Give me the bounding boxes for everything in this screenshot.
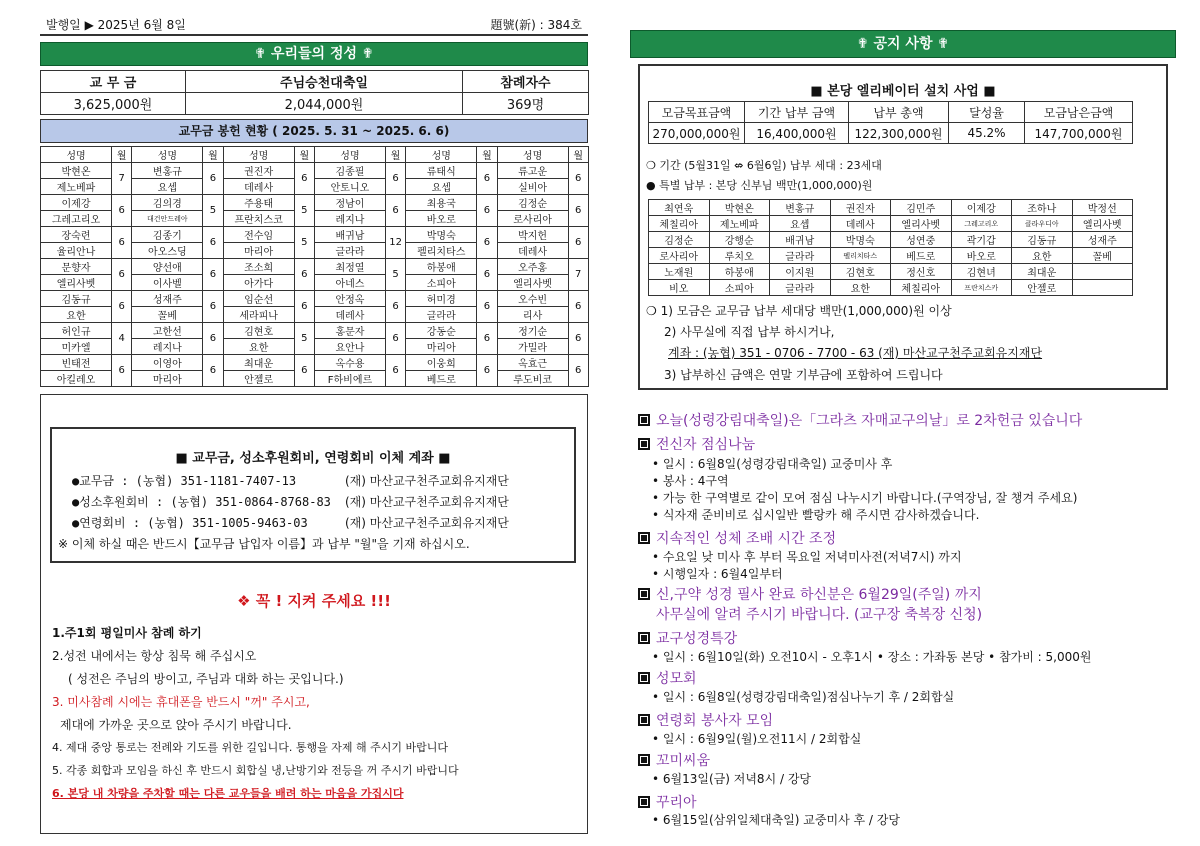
grid-col-header: 월 [385,147,405,163]
offering-title: ✟ 우리들의 정성 ✟ [40,42,588,66]
summary-header: 교 무 금 [41,71,186,93]
fund-header: 모금목표금액 [649,102,745,123]
square-bullet-icon [638,438,650,450]
elevator-donor-cell: 강행순 [709,232,770,248]
donor-name: 고한선 [132,323,203,339]
donor-baptismal-name: 요한 [41,307,112,323]
notice-item: • 6월13일(금) 저녁8시 / 강당 [652,772,812,786]
donor-name: 옥수용 [314,355,385,371]
donor-months: 7 [112,163,132,195]
donor-months: 6 [477,259,497,291]
elevator-donor-cell: 곽기갑 [951,232,1012,248]
rule-item: 3. 미사참례 시에는 휴대폰을 반드시 "꺼" 주시고, [52,695,310,709]
square-bullet-icon [638,588,650,600]
elevator-donor-cell: 그레고리오 [951,216,1012,232]
account-title: ■ 교무금, 성소후원회비, 연령회비 이체 계좌 ■ [175,451,451,466]
elevator-donor-grid [648,199,1133,296]
account-line: ●교무금 : (농협) 351-1181-7407-13 [72,474,297,488]
grid-col-header: 월 [294,147,314,163]
donor-months: 6 [203,227,223,259]
elevator-donor-cell: 베드로 [891,248,952,264]
donor-baptismal-name: 엘리사벳 [41,275,112,291]
donor-months: 6 [385,195,405,227]
offering-summary-table [40,70,589,115]
donor-name: 조소희 [223,259,294,275]
donor-months: 6 [477,291,497,323]
donor-baptismal-name: 레지나 [132,339,203,355]
donor-baptismal-name: 제노베파 [41,179,112,195]
donor-months: 6 [477,355,497,387]
notice-section-title: 전신자 점심나눔 [638,434,755,454]
account-owner: (재) 마산교구천주교회유지재단 [345,474,509,488]
donor-months: 6 [568,163,588,195]
elevator-donor-cell: 요셉 [770,216,831,232]
account-box [50,427,576,563]
donor-name: 빈태전 [41,355,112,371]
elevator-donor-cell: 변홍규 [770,200,831,216]
donor-baptismal-name: 꼴베 [132,307,203,323]
notice-section-title: 오늘(성령강림대축일)은「그라츠 자매교구의날」로 2차헌금 있습니다 [638,410,1082,430]
donor-baptismal-name: 아킬레오 [41,371,112,387]
donor-name: 김동규 [41,291,112,307]
donor-baptismal-name: 글라라 [406,307,477,323]
donor-name: 김종필 [314,163,385,179]
fund-value: 122,300,000원 [849,123,949,144]
elevator-donor-cell: 펠리치타스 [830,248,891,264]
donation-grid [40,146,589,387]
donor-name: 하봉애 [406,259,477,275]
square-bullet-icon [638,632,650,644]
elevator-donor-cell: 루치오 [709,248,770,264]
donor-name: 임순선 [223,291,294,307]
elevator-donor-cell: 박현온 [709,200,770,216]
donor-baptismal-name: 펠리치타스 [406,243,477,259]
donor-name: 최용국 [406,195,477,211]
donor-baptismal-name: 데레사 [497,243,568,259]
elevator-donor-cell: 권진자 [830,200,891,216]
elevator-donor-cell: 글라라 [770,248,831,264]
notice-section-title: 신,구약 성경 필사 완료 하신분은 6월29일(주일) 까지 [638,584,982,604]
donor-months: 12 [385,227,405,259]
elevator-donor-cell: 소피아 [709,280,770,296]
donor-baptismal-name: 아가다 [223,275,294,291]
elevator-note: ❍ 1) 모금은 교무금 납부 세대당 백만(1,000,000)원 이상 [646,304,952,318]
rule-item: 6. 본당 내 차량을 주차할 때는 다른 교우들을 배려 하는 마음을 가집시다 [52,787,404,800]
donor-months: 5 [294,227,314,259]
grid-col-header: 월 [203,147,223,163]
elevator-donor-cell: 요한 [1012,248,1073,264]
elevator-donor-cell: 엘리사벳 [1072,216,1133,232]
donor-name: 주용태 [223,195,294,211]
elevator-donor-cell: 글라라 [770,280,831,296]
elevator-donor-cell: 박정선 [1072,200,1133,216]
donor-baptismal-name: 루도비코 [497,371,568,387]
grid-col-header: 성명 [406,147,477,163]
square-bullet-icon [638,672,650,684]
summary-value: 369명 [463,93,589,115]
rule-item: 2.성전 내에서는 항상 침묵 해 주십시오 [52,649,257,663]
donor-months: 6 [477,323,497,355]
grid-col-header: 성명 [223,147,294,163]
notice-section-title: 연령회 봉사자 모임 [638,710,773,730]
elevator-donor-cell: 노재원 [649,264,710,280]
donor-months: 6 [385,323,405,355]
donor-baptismal-name: 프란치스코 [223,211,294,227]
fund-value: 16,400,000원 [745,123,849,144]
donor-baptismal-name: 요셉 [406,179,477,195]
notice-item: • 가능 한 구역별로 같이 모여 점심 나누시기 바랍니다.(구역장님, 잘 챙겨 주세요) [652,491,1078,505]
donor-baptismal-name: 이사벨 [132,275,203,291]
donor-months: 7 [568,259,588,291]
summary-header: 참례자수 [463,71,589,93]
elevator-donor-cell: 요한 [830,280,891,296]
donor-baptismal-name: 요셉 [132,179,203,195]
elevator-donor-cell: 박명숙 [830,232,891,248]
donor-baptismal-name: 로사리아 [497,211,568,227]
fund-value: 45.2% [949,123,1025,144]
rule-item: 제대에 가까운 곳으로 앉아 주시기 바랍니다. [60,718,292,732]
summary-value: 2,044,000원 [186,93,463,115]
donor-months: 6 [203,259,223,291]
elevator-donor-cell: 제노베파 [709,216,770,232]
donor-months: 6 [112,355,132,387]
donor-name: 오수빈 [497,291,568,307]
donor-baptismal-name: 요안나 [314,339,385,355]
elevator-donor-cell: 이제강 [951,200,1012,216]
donor-baptismal-name: 그레고리오 [41,211,112,227]
donor-name: 홍문자 [314,323,385,339]
square-bullet-icon [638,796,650,808]
donor-months: 6 [568,355,588,387]
issue-number: 題號(新) : 384호 [490,18,582,32]
donor-baptismal-name: 데레사 [223,179,294,195]
donor-months: 6 [568,227,588,259]
donor-months: 6 [112,227,132,259]
donor-months: 6 [112,291,132,323]
donor-months: 6 [477,227,497,259]
donor-name: 권진자 [223,163,294,179]
donor-name: 허미경 [406,291,477,307]
elevator-donor-cell: 조하나 [1012,200,1073,216]
elevator-donor-cell: 배귀남 [770,232,831,248]
donor-baptismal-name: 미카엘 [41,339,112,355]
elevator-donor-cell: 이지원 [770,264,831,280]
rule-item: 1.주1회 평일미사 참례 하기 [52,626,202,640]
donor-months: 5 [294,323,314,355]
elevator-donor-cell: 정신호 [891,264,952,280]
notice-item: • 일시 : 6월9일(월)오전11시 / 2회합실 [652,732,862,746]
summary-value: 3,625,000원 [41,93,186,115]
elevator-donor-cell: 프란치스카 [951,280,1012,296]
elevator-period: ❍ 기간 (5월31일 ⇎ 6월6일) 납부 세대 : 23세대 [646,159,882,172]
donor-months: 6 [203,163,223,195]
donor-baptismal-name: 마리아 [406,339,477,355]
elevator-donor-cell: 클라우디아 [1012,216,1073,232]
account-owner: (재) 마산교구천주교회유지재단 [345,495,509,509]
donor-baptismal-name: 마리아 [223,243,294,259]
donor-baptismal-name: 소피아 [406,275,477,291]
donor-baptismal-name: 세라피나 [223,307,294,323]
donor-name: 이웅희 [406,355,477,371]
elevator-note: 2) 사무실에 직접 납부 하시거나, [664,325,835,339]
elevator-donor-cell: 김민주 [891,200,952,216]
donor-baptismal-name: 아네스 [314,275,385,291]
donor-name: 옥효근 [497,355,568,371]
donor-name: 오주홍 [497,259,568,275]
donor-months: 5 [385,259,405,291]
elevator-donor-cell: 데레사 [830,216,891,232]
donor-name: 김현호 [223,323,294,339]
fund-header: 기간 납부 금액 [745,102,849,123]
elevator-donor-cell: 성연중 [891,232,952,248]
donor-baptismal-name: 베드로 [406,371,477,387]
donor-months: 6 [294,163,314,195]
elevator-donor-cell: 김동규 [1012,232,1073,248]
notice-item: • 수요일 낮 미사 후 부터 목요일 저녁미사전(저녁7시) 까지 [652,550,962,564]
donor-name: 최정열 [314,259,385,275]
elevator-donor-cell: 체칠리아 [649,216,710,232]
rule-item: ( 성전은 주님의 방이고, 주님과 대화 하는 곳입니다.) [68,672,344,686]
elevator-special: ● 특별 납부 : 본당 신부님 백만(1,000,000)원 [646,179,873,192]
elevator-donor-cell [1072,264,1133,280]
donor-name: 이제강 [41,195,112,211]
square-bullet-icon [638,754,650,766]
donor-name: 전수임 [223,227,294,243]
donor-baptismal-name: 리사 [497,307,568,323]
elevator-donor-cell: 바오로 [951,248,1012,264]
donor-baptismal-name: 율리안나 [41,243,112,259]
donor-months: 6 [568,323,588,355]
donor-name: 정기순 [497,323,568,339]
donor-baptismal-name: 안토니오 [314,179,385,195]
donor-baptismal-name: 아오스딩 [132,243,203,259]
notice-item: • 일시 : 6월8일(성령강림대축일) 교중미사 후 [652,457,893,471]
elevator-donor-cell: 비오 [649,280,710,296]
square-bullet-icon [638,414,650,426]
donor-name: 성재주 [132,291,203,307]
fund-value: 147,700,000원 [1025,123,1133,144]
grid-col-header: 월 [568,147,588,163]
donor-baptismal-name: 바오로 [406,211,477,227]
grid-col-header: 월 [477,147,497,163]
notice-section-title: 지속적인 성체 조배 시간 조정 [638,528,836,548]
elevator-account: 계좌 : (농협) 351 - 0706 - 7700 - 63 (재) 마산교구천주교회유지재단 [668,346,1043,360]
donor-months: 4 [112,323,132,355]
notice-section-title: 성모회 [638,668,697,688]
donor-name: 박지헌 [497,227,568,243]
donor-baptismal-name: 대건안드레아 [132,211,203,227]
donor-baptismal-name: 레지나 [314,211,385,227]
donation-status-title: 교무금 봉헌 현황 ( 2025. 5. 31 ~ 2025. 6. 6) [40,119,588,143]
donor-name: 김의경 [132,195,203,211]
donor-name: 김종기 [132,227,203,243]
rules-title: ❖ 꼭 ! 지켜 주세요 !!! [237,592,391,610]
issue-date: 발행일 ▶ 2025년 6월 8일 [46,18,186,32]
square-bullet-icon [638,714,650,726]
account-line: ●연령회비 : (농협) 351-1005-9463-03 [72,516,308,530]
fund-header: 모금남은금액 [1025,102,1133,123]
notice-title: ✟ 공지 사항 ✟ [630,30,1176,58]
notice-item: • 식자재 준비비로 십시일반 빨랑카 해 주시면 감사하겠습니다. [652,508,980,522]
donor-months: 6 [203,323,223,355]
elevator-donor-cell: 엘리사벳 [891,216,952,232]
donor-name: 김정순 [497,195,568,211]
elevator-donor-cell: 안젤로 [1012,280,1073,296]
donor-months: 6 [112,195,132,227]
donor-months: 6 [385,355,405,387]
donor-name: 양선애 [132,259,203,275]
fund-header: 달성율 [949,102,1025,123]
elevator-funds-table [648,101,1133,144]
elevator-note: 3) 납부하신 금액은 연말 기부금에 포함하여 드립니다 [664,368,943,382]
donor-name: 배귀남 [314,227,385,243]
donor-name: 안정옥 [314,291,385,307]
donor-name: 박명숙 [406,227,477,243]
donor-months: 6 [294,259,314,291]
elevator-donor-cell: 김현녀 [951,264,1012,280]
donor-name: 박현온 [41,163,112,179]
notice-section-title: 교구성경특강 [638,628,737,648]
notice-item: • 일시 : 6월10일(화) 오전10시 - 오후1시 • 장소 : 가좌동 본당 • 참가비 : 5,000원 [652,650,1092,664]
notice-item: • 6월15일(삼위일체대축일) 교중미사 후 / 강당 [652,813,900,827]
donor-baptismal-name: 엘리사벳 [497,275,568,291]
elevator-title: ■ 본당 엘리베이터 설치 사업 ■ [810,84,996,99]
donor-name: 장숙련 [41,227,112,243]
fund-header: 납부 총액 [849,102,949,123]
donor-months: 5 [294,195,314,227]
donor-months: 6 [294,355,314,387]
account-owner: (재) 마산교구천주교회유지재단 [345,516,509,530]
notice-section-title: 꼬미씨움 [638,750,710,770]
notice-item: • 시행일자 : 6월4일부터 [652,567,783,581]
donor-name: 정남이 [314,195,385,211]
elevator-donor-cell: 김정순 [649,232,710,248]
donor-baptismal-name: 마리아 [132,371,203,387]
summary-header: 주님승천대축일 [186,71,463,93]
donor-baptismal-name: 데레사 [314,307,385,323]
rule-item: 5. 각종 회합과 모임을 하신 후 반드시 회합실 냉,난방기와 전등을 꺼 주시기 바랍니다 [52,764,459,777]
donor-baptismal-name: 글라라 [314,243,385,259]
donor-baptismal-name: 가밀라 [497,339,568,355]
donor-baptismal-name: 요한 [223,339,294,355]
notice-section-title-cont: 사무실에 알려 주시기 바랍니다. (교구장 축복장 신청) [656,607,983,623]
donor-months: 5 [203,195,223,227]
fund-value: 270,000,000원 [649,123,745,144]
grid-col-header: 성명 [497,147,568,163]
elevator-donor-cell: 체칠리아 [891,280,952,296]
donor-name: 허인규 [41,323,112,339]
grid-col-header: 월 [112,147,132,163]
account-line: ●성소후원회비 : (농협) 351-0864-8768-83 [72,495,331,509]
elevator-donor-cell: 최대운 [1012,264,1073,280]
elevator-donor-cell: 성재주 [1072,232,1133,248]
donor-months: 6 [112,259,132,291]
elevator-donor-cell [1072,280,1133,296]
donor-name: 류고운 [497,163,568,179]
donor-name: 류태식 [406,163,477,179]
elevator-donor-cell: 로사리아 [649,248,710,264]
donor-months: 6 [385,291,405,323]
grid-col-header: 성명 [314,147,385,163]
notice-item: • 봉사 : 4구역 [652,474,729,488]
donor-baptismal-name: F하비에르 [314,371,385,387]
elevator-donor-cell: 김현호 [830,264,891,280]
rule-item: 4. 제대 중앙 통로는 전례와 기도를 위한 길입니다. 통행을 자제 해 주시기 바랍니다 [52,741,448,754]
account-note: ※ 이체 하실 때은 반드시【교무금 납입자 이름】과 납부 "월"을 기재 하십시오. [58,537,470,551]
elevator-donor-cell: 꼴베 [1072,248,1133,264]
grid-col-header: 성명 [41,147,112,163]
donor-months: 6 [203,291,223,323]
donor-months: 6 [568,195,588,227]
donor-months: 6 [294,291,314,323]
donor-months: 6 [568,291,588,323]
elevator-donor-cell: 하봉애 [709,264,770,280]
notice-item: • 일시 : 6월8일(성령강림대축일)점심나누기 후 / 2회합실 [652,690,955,704]
grid-col-header: 성명 [132,147,203,163]
donor-name: 최대운 [223,355,294,371]
donor-months: 6 [385,163,405,195]
donor-months: 6 [203,355,223,387]
donor-name: 이영아 [132,355,203,371]
notice-section-title: 꾸리아 [638,792,697,812]
donor-months: 6 [477,163,497,195]
elevator-donor-cell: 최연욱 [649,200,710,216]
square-bullet-icon [638,532,650,544]
donor-baptismal-name: 실비아 [497,179,568,195]
issue-header [40,6,588,36]
donor-months: 6 [477,195,497,227]
donor-name: 강동순 [406,323,477,339]
donor-name: 문향자 [41,259,112,275]
donor-name: 변홍규 [132,163,203,179]
donor-baptismal-name: 안젤로 [223,371,294,387]
